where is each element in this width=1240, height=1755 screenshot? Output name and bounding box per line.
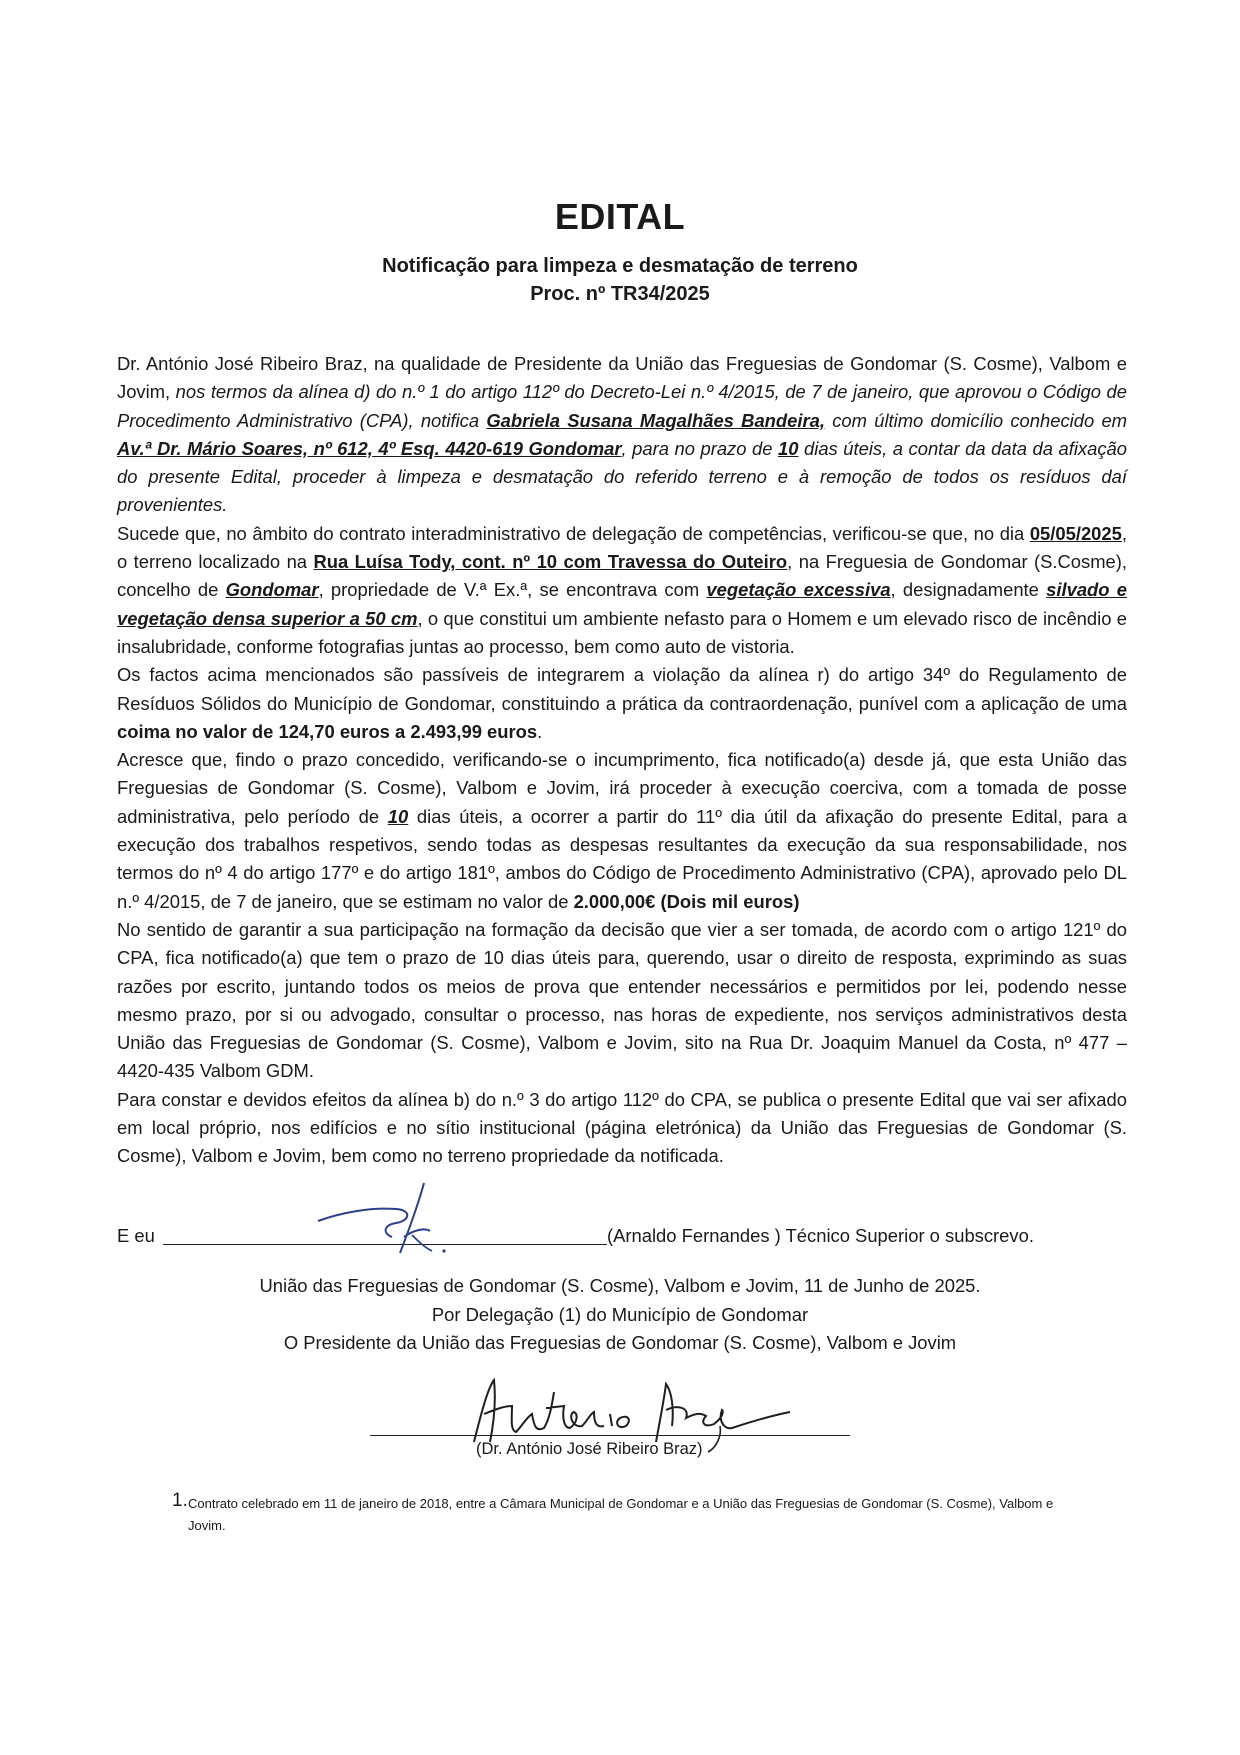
president-signature-line [370, 1435, 850, 1436]
footnote-number: 1. [172, 1490, 188, 1511]
p1-text-d: , para no prazo de [621, 437, 778, 459]
land-location: Rua Luísa Tody, cont. nº 10 com Travessa do Outeiro [313, 551, 788, 573]
document-body [117, 350, 1127, 1171]
notified-person: Gabriela Susana Magalhães Bandeira, [486, 409, 825, 431]
p4-text-a: Acresce que, findo o prazo concedido, verificando-se o incumprimento, fica notificado(a) desde já, que esta União das Freguesias de Gondomar (S. Cosme), Valbom e Jovim, irá proceder à execução coerciva, com a tomada de posse administrativa, pelo período de [117, 749, 1127, 827]
inspection-date: 05/05/2025 [1029, 522, 1122, 544]
subtitle-line: Notificação para limpeza e desmatação de terreno [382, 255, 858, 277]
municipality: Gondomar [225, 579, 319, 601]
process-number: Proc. nº TR34/2025 [530, 283, 710, 305]
technician-signature [300, 1175, 460, 1265]
p2-text-b: , o terreno localizado na [117, 522, 1127, 573]
p2-text-e: , designadamente [890, 579, 1047, 601]
attestation-suffix: (Arnaldo Fernandes ) Técnico Superior o subscrevo. [607, 1225, 1034, 1246]
closing-block [0, 1272, 1240, 1358]
fine-amount: coima no valor de 124,70 euros a 2.493,99 euros [117, 720, 538, 742]
paragraph-enforcement [117, 746, 1127, 916]
p2-text-a: Sucede que, no âmbito do contrato interadministrativo de delegação de competências, verificou-se que, no dia [117, 522, 1030, 544]
paragraph-violation [117, 661, 1127, 746]
vegetation-status: vegetação excessiva [706, 579, 891, 601]
notified-address: Av.ª Dr. Mário Soares, nº 612, 4º Esq. 4420-619 Gondomar [117, 437, 622, 459]
p1-text-e: dias úteis, a contar da data da afixação do presente Edital, proceder à limpeza e desmatação do referido terreno e à remoção de todos os resíduos daí provenientes. [117, 437, 1127, 516]
p1-text-b: nos termos da alínea d) do n.º 1 do artigo 112º do Decreto-Lei n.º 4/2015, de 7 de janeiro, que aprovou o Código de Procedimento Administrativo (CPA), notifica [117, 381, 1127, 431]
p2-text-c: , na Freguesia de Gondomar (S.Cosme), concelho de [117, 551, 1127, 601]
president-name: (Dr. António José Ribeiro Braz) [476, 1440, 703, 1458]
attestation-line [117, 1222, 1127, 1252]
attestation-prefix: E eu [117, 1225, 155, 1246]
delegation-line: Por Delegação (1) do Município de Gondomar [431, 1303, 809, 1325]
p3-text-a: Os factos acima mencionados são passíveis de integrarem a violação da alínea r) do artigo 34º do Regulamento de Resíduos Sólidos do Município de Gondomar, constituindo a prática da contraordenação, punível com a aplicação de uma [117, 664, 1127, 714]
footnote-text: Contrato celebrado em 11 de janeiro de 2018, entre a Câmara Municipal de Gondomar e a União das Freguesias de Gondomar (S. Cosme), Valbom e Jovim. [188, 1496, 1054, 1533]
paragraph-right-of-reply: No sentido de garantir a sua participação na formação da decisão que vier a ser tomada, de acordo com o artigo 121º do CPA, fica notificado(a) que tem o prazo de 10 dias úteis para, querendo, usar o direito de resposta, exprimindo as suas razões por escrito, juntando todos os meios de prova que entender necessários e permitidos por lei, podendo nesse mesmo prazo, por si ou advogado, consultar o processo, nas horas de expediente, nos serviços administrativos desta União das Freguesias de Gondomar (S. Cosme), Valbom e Jovim, sito na Rua Dr. Joaquim Manuel da Costa, nº 477 – 4420-435 Valbom GDM. [117, 918, 1127, 1082]
estimated-cost: 2.000,00€ (Dois mil euros) [573, 890, 800, 912]
paragraph-facts [117, 520, 1127, 661]
enforcement-days: 10 [387, 805, 409, 827]
p3-text-b: . [537, 720, 543, 742]
p1-text-c: com último domicílio conhecido em [824, 409, 1127, 431]
document-subtitle [0, 252, 1240, 308]
document-title: EDITAL [554, 196, 686, 237]
place-and-date: União das Freguesias de Gondomar (S. Cosme), Valbom e Jovim, 11 de Junho de 2025. [259, 1275, 981, 1296]
paragraph-publication: Para constar e devidos efeitos da alínea b) do n.º 3 do artigo 112º do CPA, se publica o presente Edital que vai ser afixado em local próprio, nos edifícios e no sítio institucional (página eletrónica) da União das Freguesias de Gondomar (S. Cosme), Valbom e Jovim, bem como no terreno propriedade da notificada. [117, 1088, 1127, 1167]
paragraph-notification [117, 350, 1127, 520]
p2-text-f: , o que constitui um ambiente nefasto para o Homem e um elevado risco de incêndio e insalubridade, conforme fotografias juntas ao processo, bem como auto de vistoria. [117, 607, 1127, 657]
p2-text-d: , propriedade de V.ª Ex.ª, se encontrava com [318, 579, 707, 601]
p4-text-b: dias úteis, a ocorrer a partir do 11º dia útil da afixação do presente Edital, para a execução dos trabalhos respetivos, sendo todas as despesas resultantes da execução da sua responsabilidade, nos termos do nº 4 do artigo 177º e do artigo 181º, ambos do Código de Procedimento Administrativo (CPA), aprovado pelo DL n.º 4/2015, de 7 de janeiro, que se estimam no valor de [117, 805, 1127, 912]
president-role: O Presidente da União das Freguesias de Gondomar (S. Cosme), Valbom e Jovim [283, 1332, 957, 1353]
vegetation-detail: silvado e vegetação densa superior a 50 cm [117, 579, 1127, 629]
deadline-days: 10 [778, 437, 799, 459]
p1-text-a: Dr. António José Ribeiro Braz, na qualidade de Presidente da União das Freguesias de Gondomar (S. Cosme), Valbom e Jovim, [117, 353, 1127, 403]
